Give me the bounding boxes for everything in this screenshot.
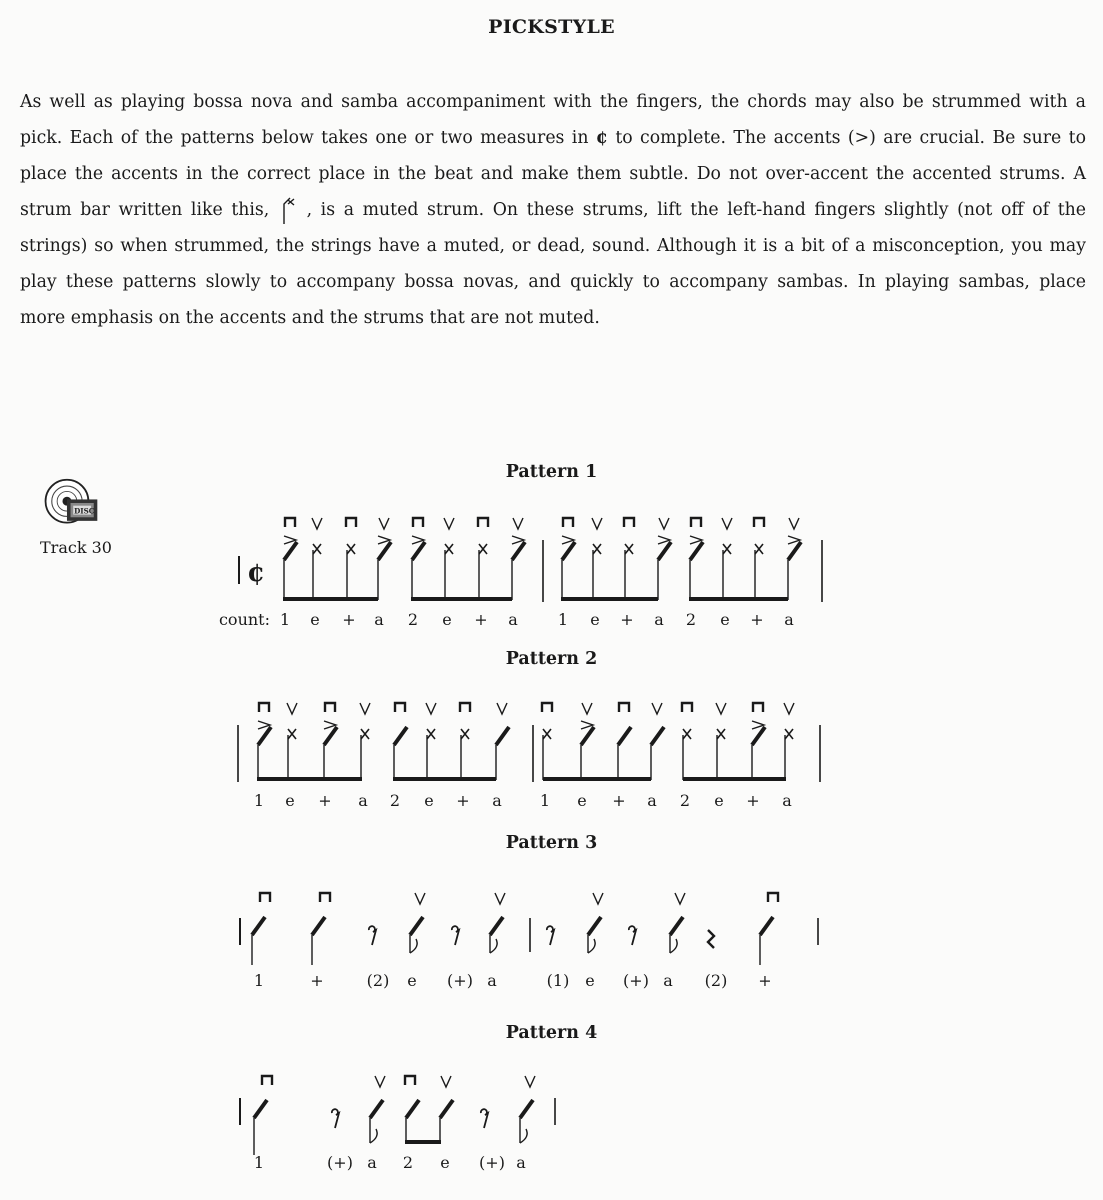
pattern-3-count-10: a (663, 971, 673, 990)
pattern-1-count-15: + (750, 610, 764, 629)
pattern-2-strum-6-upstroke (426, 703, 436, 714)
pattern-3-strum-6-flag (670, 939, 677, 953)
pattern-1-count-6: e (442, 610, 452, 629)
pattern-4-strum-2-flag (370, 1129, 377, 1143)
pattern-2-count-2: e (285, 791, 295, 810)
pattern-1-count-10: e (590, 610, 600, 629)
pattern-1-strum-11-head (625, 544, 633, 554)
pattern-1-strum-9-head (562, 542, 575, 560)
pattern-2-strum-3-head (324, 727, 337, 745)
pattern-3-strum-1-head (252, 917, 265, 935)
pattern-4-strum-2-upstroke (375, 1076, 385, 1087)
pattern-2-beam-1 (257, 777, 362, 781)
pattern-1-strum-7-head (479, 544, 487, 554)
pattern-1-strum-14-head (723, 544, 731, 554)
pattern-2-strum-10-upstroke (582, 703, 592, 714)
pattern-2-strum-12-head (651, 727, 664, 745)
pattern-3-strum-7-downstroke (768, 893, 778, 902)
intro-line-7: more emphasis on the accents and the strums that are not muted. (20, 308, 600, 328)
pattern-2-strum-14-head (717, 729, 725, 739)
pattern-4-count-1: 1 (253, 1153, 265, 1172)
pattern-1-count-16: a (784, 610, 794, 629)
intro-line-2b: to complete. The accents (>) are crucial. Be sure to (615, 128, 1086, 148)
pattern-4-strum-5-flag (520, 1129, 527, 1143)
intro-line-6: play these patterns slowly to accompany bossa novas, and quickly to accompany sambas. In playing sambas, place (20, 272, 1086, 292)
pattern-1-strum-3-downstroke (346, 518, 356, 527)
pattern-2-strum-6-head (427, 729, 435, 739)
pattern-3-rest-3 (547, 926, 554, 945)
pattern-1-strum-7-downstroke (478, 518, 488, 527)
pattern-2-strum-2-head (288, 729, 296, 739)
pattern-1-strum-12-upstroke (659, 518, 669, 529)
intro-line-3: place the accents in the correct place in the beat and make them subtle. Do not over-accent the accented strums. A (20, 164, 1086, 184)
pattern-2-count-10: e (577, 791, 587, 810)
pattern-1-strum-1-downstroke (285, 518, 295, 527)
pattern-2-count-5: 2 (389, 791, 401, 810)
pattern-4-strum-5-head (520, 1100, 533, 1118)
pattern-4-strum-4-head (440, 1100, 453, 1118)
pattern-2-beam-2 (393, 777, 496, 781)
pattern-3-strum-3-flag (410, 939, 417, 953)
pattern-2-count-15: + (746, 791, 760, 810)
pattern-1-strum-13-head (690, 542, 703, 560)
pattern-4-beam-1 (405, 1140, 441, 1144)
pattern-1-strum-10-head (593, 544, 601, 554)
pattern-1-count-14: e (720, 610, 730, 629)
pattern-3-count-1: 1 (253, 971, 265, 990)
pattern-1-beam-4 (689, 597, 788, 601)
pattern-1-strum-16-head (788, 542, 801, 560)
pattern-2-strum-5-downstroke (395, 703, 405, 712)
intro-line-4a: strum bar written like this, (20, 200, 270, 220)
pattern-3-strum-2-downstroke (320, 893, 330, 902)
page-title: PICKSTYLE (488, 16, 615, 38)
pattern-1-strum-15-head (755, 544, 763, 554)
track-label: Track 30 (40, 538, 112, 557)
pattern-4-count-4: 2 (402, 1153, 414, 1172)
pattern-2-count-4: a (358, 791, 368, 810)
pattern-1-strum-14-upstroke (722, 518, 732, 529)
pattern-1-count-13: 2 (685, 610, 697, 629)
pattern-1-count-4: a (374, 610, 384, 629)
pattern-1-title: Pattern 1 (505, 462, 598, 482)
pattern-1-strum-6-upstroke (444, 518, 454, 529)
pattern-1-strum-8-upstroke (513, 518, 523, 529)
pattern-1-cut-time: ¢ (246, 558, 266, 588)
pattern-4-strum-2-head (370, 1100, 383, 1118)
pattern-3-count-6: a (487, 971, 497, 990)
pattern-4-strum-3-downstroke (405, 1076, 415, 1085)
pattern-1-strum-2-upstroke (312, 518, 322, 529)
pattern-2-strum-5-head (394, 727, 407, 745)
pattern-1-beam-1 (283, 597, 378, 601)
pattern-3-strum-4-head (490, 917, 503, 935)
pattern-1-strum-2-head (313, 544, 321, 554)
pattern-2-strum-3-downstroke (325, 703, 335, 712)
pattern-3-count-4: e (407, 971, 417, 990)
pattern-2-strum-8-head (496, 727, 509, 745)
pattern-2-strum-16-head (785, 729, 793, 739)
pattern-2-strum-15-head (752, 727, 765, 745)
pattern-3-count-5: (+) (447, 971, 473, 990)
pattern-3-strum-6-head (670, 917, 683, 935)
pattern-2-strum-16-upstroke (784, 703, 794, 714)
pattern-1-count-label: count: (218, 610, 270, 629)
pattern-4-count-7: a (516, 1153, 526, 1172)
intro-line-5: strings) so when strummed, the strings have a muted, or dead, sound. Although it is a bit of a misconception, you may (20, 236, 1086, 256)
pattern-2-count-6: e (424, 791, 434, 810)
pattern-1-strum-16-upstroke (789, 518, 799, 529)
pattern-3-count-3: (2) (366, 971, 390, 990)
pattern-2-title: Pattern 2 (505, 649, 598, 669)
pattern-4-strum-5-upstroke (525, 1076, 535, 1087)
pattern-3-count-11: (2) (704, 971, 728, 990)
pattern-4-rest-1 (332, 1109, 339, 1128)
pattern-4-strum-3-head (406, 1100, 419, 1118)
pattern-2-strum-7-downstroke (460, 703, 470, 712)
pattern-1-strum-12-head (658, 542, 671, 560)
pattern-1-count-9: 1 (557, 610, 569, 629)
intro-line-4b: , is a muted strum. On these strums, lift the left-hand fingers slightly (not off of the (306, 200, 1087, 220)
pattern-2-strum-11-head (618, 727, 631, 745)
pattern-2-strum-1-head (258, 727, 271, 745)
pattern-1-strum-3-head (347, 544, 355, 554)
pattern-2-strum-4-upstroke (360, 703, 370, 714)
pattern-4-strum-4-upstroke (441, 1076, 451, 1087)
pattern-2-count-1: 1 (253, 791, 265, 810)
pattern-3-strum-5-head (588, 917, 601, 935)
pattern-3-count-2: + (310, 971, 324, 990)
pattern-1-beam-2 (411, 597, 512, 601)
intro-line-2a: pick. Each of the patterns below takes one or two measures in (20, 128, 589, 148)
pattern-2-strum-9-downstroke (542, 703, 552, 712)
pattern-2-count-3: + (318, 791, 332, 810)
pattern-3-count-12: + (758, 971, 772, 990)
pattern-4-count-5: e (440, 1153, 450, 1172)
pattern-3-title: Pattern 3 (505, 833, 598, 853)
pattern-4-count-3: a (367, 1153, 377, 1172)
pattern-2-strum-13-head (683, 729, 691, 739)
pattern-2-strum-15-downstroke (753, 703, 763, 712)
pattern-2-strum-2-upstroke (287, 703, 297, 714)
pattern-1-strum-8-head (512, 542, 525, 560)
pattern-2-count-16: a (782, 791, 792, 810)
pattern-2-strum-12-upstroke (652, 703, 662, 714)
pattern-2-count-13: 2 (679, 791, 691, 810)
pattern-1-strum-10-upstroke (592, 518, 602, 529)
cut-time-symbol: ¢ (595, 128, 608, 148)
pattern-2-strum-4-head (361, 729, 369, 739)
pattern-4-count-2: (+) (327, 1153, 353, 1172)
pattern-2-strum-1-downstroke (259, 703, 269, 712)
pattern-2-strum-10-head (581, 727, 594, 745)
pattern-2-strum-13-downstroke (682, 703, 692, 712)
pattern-4-rest-2 (481, 1109, 488, 1128)
pattern-1-beam-3 (561, 597, 658, 601)
pattern-3-strum-7-head (760, 917, 773, 935)
pattern-3-strum-5-upstroke (593, 893, 603, 904)
pattern-2-strum-14-upstroke (716, 703, 726, 714)
pattern-2-beam-3 (543, 777, 651, 781)
pattern-4-title: Pattern 4 (505, 1023, 598, 1043)
intro-line-1: As well as playing bossa nova and samba accompaniment with the fingers, the chords may also be strummed with a (20, 92, 1086, 112)
pattern-1-strum-4-upstroke (379, 518, 389, 529)
pattern-3-strum-3-head (410, 917, 423, 935)
pattern-2-strum-8-upstroke (497, 703, 507, 714)
pattern-1-count-11: + (620, 610, 634, 629)
pattern-1-count-8: a (508, 610, 518, 629)
svg-text:DISC: DISC (74, 506, 95, 516)
pattern-1-count-5: 2 (407, 610, 419, 629)
pattern-1-count-1: 1 (279, 610, 291, 629)
pattern-3-count-8: e (585, 971, 595, 990)
pattern-3-strum-5-flag (588, 939, 595, 953)
pattern-2-count-12: a (647, 791, 657, 810)
pattern-2-strum-7-head (461, 729, 469, 739)
pattern-3-rest-4 (629, 926, 636, 945)
pattern-2-count-9: 1 (539, 791, 551, 810)
pattern-1-strum-11-downstroke (624, 518, 634, 527)
pattern-3-strum-1-downstroke (260, 893, 270, 902)
pattern-1-count-2: e (310, 610, 320, 629)
pattern-1-strum-9-downstroke (563, 518, 573, 527)
pattern-1-strum-15-downstroke (754, 518, 764, 527)
pattern-2-count-11: + (612, 791, 626, 810)
pattern-1-count-7: + (474, 610, 488, 629)
pattern-1-strum-6-head (445, 544, 453, 554)
pattern-3-strum-6-upstroke (675, 893, 685, 904)
pattern-3-rest-1 (369, 926, 376, 945)
pattern-2-count-8: a (492, 791, 502, 810)
pattern-3-quarter-rest (708, 930, 714, 948)
pattern-2-beam-4 (683, 777, 786, 781)
pattern-2-strum-11-downstroke (619, 703, 629, 712)
pattern-1-count-12: a (654, 610, 664, 629)
pattern-3-strum-4-upstroke (495, 893, 505, 904)
pattern-3-rest-2 (452, 926, 459, 945)
pattern-2-count-7: + (456, 791, 470, 810)
pattern-4-count-6: (+) (479, 1153, 505, 1172)
pattern-4-strum-1-downstroke (262, 1076, 272, 1085)
pattern-1-count-3: + (342, 610, 356, 629)
pattern-3-strum-3-upstroke (415, 893, 425, 904)
pattern-1-strum-5-downstroke (413, 518, 423, 527)
pattern-2-count-14: e (714, 791, 724, 810)
pattern-3-strum-2-head (312, 917, 325, 935)
pattern-1-strum-1-head (284, 542, 297, 560)
pattern-3-strum-4-flag (490, 939, 497, 953)
pattern-1-strum-5-head (412, 542, 425, 560)
pattern-1-strum-13-downstroke (691, 518, 701, 527)
pattern-3-count-9: (+) (623, 971, 649, 990)
pattern-3-count-7: (1) (546, 971, 570, 990)
pattern-1-strum-4-head (378, 542, 391, 560)
pattern-4-strum-1-head (254, 1100, 267, 1118)
pattern-2-strum-9-head (543, 729, 551, 739)
